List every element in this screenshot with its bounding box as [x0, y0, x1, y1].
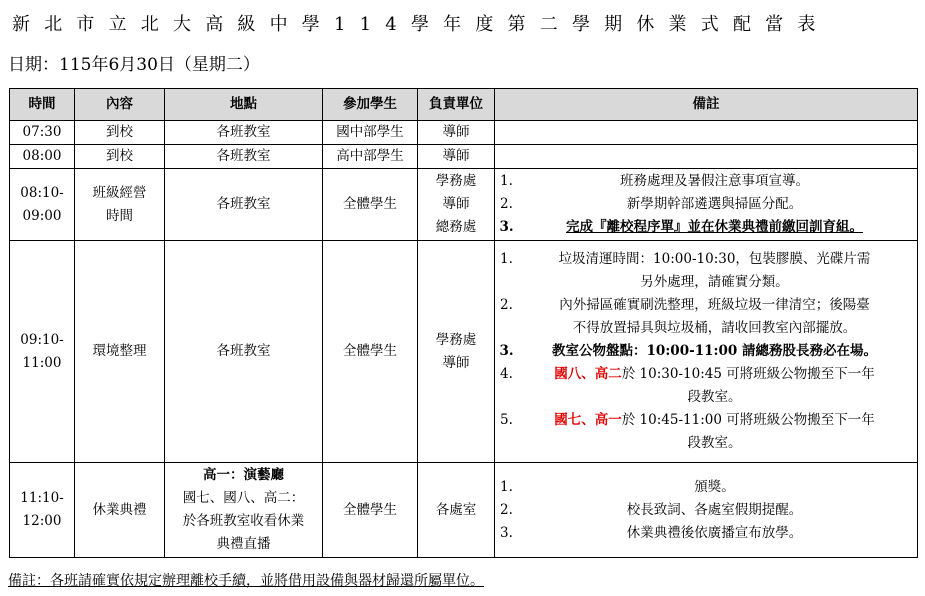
remark-line [515, 409, 914, 432]
remark-text [515, 340, 914, 363]
cell-location [165, 463, 323, 558]
cell-unit [418, 145, 495, 169]
remark-line-text: 另外處理，請確實分類。 [640, 274, 789, 290]
schedule-date: 日期：115年6月30日（星期二） [8, 55, 260, 75]
cell-time-line: 07:30 [22, 124, 62, 140]
remark-line [515, 363, 914, 386]
remark-line-text: 休業典禮後依廣播宣布放學。 [626, 524, 803, 541]
remark-highlight: 國七、高一 [554, 412, 622, 428]
remark-item [498, 340, 914, 363]
header-location: 地點 [165, 89, 323, 121]
table-row [10, 145, 918, 169]
cell-content-line: 到校 [106, 124, 133, 140]
remark-number: 3. [499, 343, 514, 359]
remark-item [498, 193, 914, 216]
cell-unit-line: 總務處 [435, 219, 477, 235]
remark-item [498, 294, 914, 340]
header-content: 內容 [75, 89, 165, 121]
cell-time [10, 241, 75, 463]
remark-item [498, 216, 914, 239]
cell-content [75, 145, 165, 169]
remark-text [515, 499, 914, 522]
cell-time [10, 463, 75, 558]
remark-line [515, 340, 914, 363]
cell-location-line: 各班教室 [216, 343, 271, 359]
cell-participants: 全體學生 [323, 463, 418, 558]
cell-content-line: 到校 [106, 148, 133, 164]
cell-content-line: 時間 [106, 207, 133, 224]
table-row [10, 169, 918, 241]
cell-unit-line: 導師 [442, 124, 470, 140]
cell-time-line: 11:10- [20, 490, 64, 506]
cell-unit [418, 121, 495, 145]
cell-location [165, 145, 323, 169]
table-row [10, 463, 918, 558]
cell-remark [495, 463, 918, 558]
header-participants: 參加學生 [323, 89, 418, 121]
remark-item [498, 363, 914, 409]
cell-content-line: 休業典禮 [92, 501, 147, 518]
remark-text [515, 409, 914, 455]
cell-unit-line: 學務處 [435, 173, 477, 189]
cell-unit [418, 169, 495, 241]
remark-number: 2. [500, 501, 513, 518]
remark-number: 1. [500, 173, 513, 189]
remark-line [515, 193, 914, 216]
cell-unit-line: 導師 [442, 354, 470, 371]
remark-number: 1. [500, 478, 513, 495]
remark-line-text: 於 10:30-10:45 可將班級公物搬至下一年 [621, 366, 875, 382]
remark-item [498, 170, 914, 193]
cell-remark [495, 145, 918, 169]
remark-number: 3. [500, 524, 513, 541]
remark-line-text: 垃圾清運時間：10:00-10:30，包裝膠膜、光碟片需 [558, 251, 871, 267]
cell-location-line: 各班教室 [216, 148, 271, 164]
remark-item [498, 248, 914, 294]
table-row [10, 121, 918, 145]
cell-time [10, 145, 75, 169]
remark-item [498, 476, 914, 499]
remark-item [498, 409, 914, 455]
remark-text [515, 294, 914, 340]
remark-line-text: 班務處理及暑假注意事項宣導。 [620, 173, 809, 189]
cell-content [75, 463, 165, 558]
remark-line [515, 522, 914, 545]
remark-number: 4. [500, 366, 513, 382]
cell-location [165, 121, 323, 145]
remark-line [515, 386, 914, 409]
remark-line [515, 170, 914, 193]
table-row [10, 241, 918, 463]
remark-number: 1. [500, 251, 513, 267]
cell-time [10, 121, 75, 145]
remark-line-text: 校長致詞、各處室假期提醒。 [626, 501, 803, 518]
remark-text [515, 170, 914, 193]
remark-line-text: 新學期幹部遴選與掃區分配。 [626, 196, 803, 212]
remark-item [498, 522, 914, 545]
remark-line [515, 499, 914, 522]
cell-location [165, 241, 323, 463]
remark-text [515, 216, 914, 239]
cell-location-line: 各班教室 [216, 124, 271, 140]
cell-unit [418, 463, 495, 558]
cell-time-line: 09:00 [22, 207, 62, 224]
remark-text [515, 363, 914, 409]
remark-line-text: 頒獎。 [694, 478, 735, 495]
remark-line [515, 216, 914, 239]
cell-time [10, 169, 75, 241]
header-unit: 負責單位 [418, 89, 495, 121]
cell-content-line: 班級經營 [92, 184, 147, 201]
cell-location-line: 典禮直播 [216, 536, 271, 552]
remark-line-text: 不得放置掃具與垃圾桶，請收回教室內部擺放。 [572, 320, 857, 336]
cell-unit [418, 241, 495, 463]
cell-participants: 全體學生 [323, 169, 418, 241]
remark-text [515, 476, 914, 499]
cell-time-line: 11:00 [22, 354, 62, 371]
cell-time-line: 09:10- [20, 331, 64, 348]
remark-line [515, 271, 914, 294]
cell-content [75, 169, 165, 241]
remark-number: 2. [500, 196, 513, 212]
schedule-table [9, 88, 918, 558]
remark-text [515, 248, 914, 294]
cell-location [165, 169, 323, 241]
remark-line [515, 248, 914, 271]
remark-item [498, 499, 914, 522]
cell-participants: 全體學生 [323, 241, 418, 463]
header-time: 時間 [10, 89, 75, 121]
remark-line-text: 段教室。 [687, 435, 742, 451]
remark-line-text: 教室公物盤點：10:00-11:00 請總務股長務必在場。 [552, 343, 877, 359]
remark-line [515, 317, 914, 340]
footer-note: 備註：各班請確實依規定辦理離校手續，並將借用設備與器材歸還所屬單位。 [8, 573, 484, 589]
header-remark: 備註 [495, 89, 918, 121]
cell-time-line: 12:00 [22, 513, 62, 529]
remark-highlight: 國八、高二 [554, 366, 622, 382]
cell-content-line: 環境整理 [92, 343, 147, 359]
page-title: 新北市立北大高級中學114學年度第二學期休業式配當表 [12, 14, 830, 35]
cell-participants: 國中部學生 [323, 121, 418, 145]
cell-location-line: 各班教室 [216, 196, 271, 212]
cell-content [75, 121, 165, 145]
cell-time-line: 08:10- [20, 184, 64, 201]
remark-number: 3. [499, 219, 514, 235]
cell-time-line: 08:00 [22, 148, 62, 164]
cell-content [75, 241, 165, 463]
remark-line [515, 476, 914, 499]
table-header-row [10, 89, 918, 121]
cell-unit-line: 學務處 [435, 331, 477, 348]
cell-remark [495, 241, 918, 463]
remark-line [515, 432, 914, 455]
remark-line [515, 294, 914, 317]
remark-line-text: 段教室。 [687, 389, 742, 405]
remark-text [515, 522, 914, 545]
remark-text [515, 193, 914, 216]
remark-line-text: 內外掃區確實刷洗整理，班級垃圾一律清空；後陽臺 [559, 297, 870, 313]
cell-location-line: 國七、國八、高二： [182, 490, 305, 506]
cell-unit-line: 導師 [442, 196, 470, 212]
cell-unit-line: 各處室 [435, 501, 477, 518]
remark-number: 2. [500, 297, 513, 313]
cell-unit-line: 導師 [442, 148, 470, 164]
cell-remark [495, 169, 918, 241]
cell-participants: 高中部學生 [323, 145, 418, 169]
remark-number: 5. [500, 412, 513, 428]
cell-remark [495, 121, 918, 145]
cell-location-line: 高一：演藝廳 [203, 467, 284, 483]
remark-line-text: 於 10:45-11:00 可將班級公物搬至下一年 [621, 412, 875, 428]
cell-location-line: 於各班教室收看休業 [182, 513, 305, 529]
remark-line-text: 完成『離校程序單』並在休業典禮前繳回訓育組。 [566, 219, 863, 235]
